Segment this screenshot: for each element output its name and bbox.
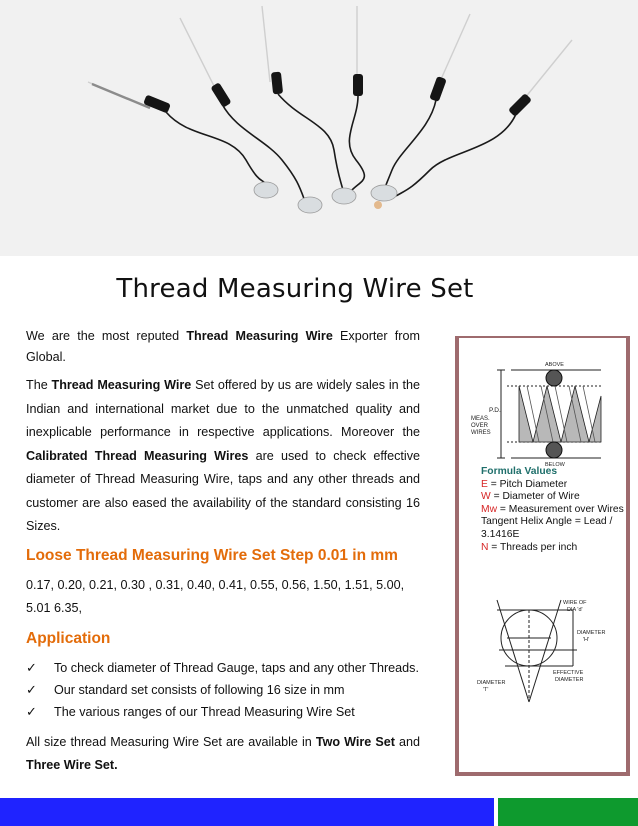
fig-label: DIAMETER xyxy=(555,677,584,683)
check-icon: ✓ xyxy=(26,659,37,675)
formula-var: W xyxy=(481,491,491,503)
formula-line xyxy=(481,491,626,504)
application-heading: Application xyxy=(26,629,111,647)
check-icon: ✓ xyxy=(26,681,37,697)
thread-wire-diagram xyxy=(471,356,615,468)
fig-label: ABOVE xyxy=(545,362,564,368)
intro-bold: Thread Measuring Wire xyxy=(51,378,192,392)
closing-text: All size thread Measuring Wire Set are available in xyxy=(26,734,316,749)
measuring-wires-image xyxy=(0,0,638,256)
intro-text: Set offered by us are widely sales in the Indian and international market due to the unmatched quality and inexplicable performance in respective applications. Moreover the xyxy=(26,378,420,439)
formula-title: Formula Values xyxy=(481,466,558,477)
formula-values xyxy=(481,466,626,554)
formula-text: = Pitch Diameter xyxy=(487,478,568,490)
list-item xyxy=(26,701,420,723)
fig-label: BELOW xyxy=(545,462,565,468)
closing-text: and xyxy=(394,734,420,749)
fig-label: DIA 'd' xyxy=(567,607,583,613)
list-item-text: The various ranges of our Thread Measuring Wire Set xyxy=(54,704,355,719)
formula-line: Tangent Helix Angle = Lead / 3.1416E xyxy=(481,516,613,540)
fig-label: 'T' xyxy=(483,687,489,693)
main-content xyxy=(26,326,420,783)
fig-label: MEAS. xyxy=(471,416,490,422)
fig-label: OVER xyxy=(471,423,489,429)
footer-bar-green xyxy=(498,798,638,826)
fig-label: P.D. xyxy=(489,407,501,414)
fig-label: DIAMETER xyxy=(477,680,506,686)
intro-paragraph-2 xyxy=(26,374,420,539)
list-item xyxy=(26,657,420,679)
intro-bold: Thread Measuring Wire xyxy=(186,329,333,343)
closing-bold: Three Wire Set. xyxy=(26,757,118,772)
footer-bar-blue xyxy=(0,798,494,826)
intro-paragraph-1 xyxy=(26,326,420,368)
list-item-text: To check diameter of Thread Gauge, taps and any other Threads. xyxy=(54,660,419,675)
intro-bold: Calibrated Thread Measuring Wires xyxy=(26,448,249,463)
formula-text: = Diameter of Wire xyxy=(490,491,580,503)
formula-var: N xyxy=(481,541,489,553)
page-title: Thread Measuring Wire Set xyxy=(116,274,474,304)
closing-bold: Two Wire Set xyxy=(315,734,395,749)
formula-text: = Threads per inch xyxy=(488,541,578,553)
fig-label: EFFECTIVE xyxy=(553,670,584,676)
formula-line xyxy=(481,542,626,555)
formula-text: = Measurement over Wires xyxy=(497,503,624,515)
application-list xyxy=(26,657,420,723)
fig-label: WIRE OF xyxy=(563,600,587,606)
size-list: 0.17, 0.20, 0.21, 0.30 , 0.31, 0.40, 0.41, 0.55, 0.56, 1.50, 1.51, 5.00, 5.01 6.35, xyxy=(26,577,405,615)
intro-text: The xyxy=(26,378,52,392)
intro-text: Exporter from Global. xyxy=(26,329,420,364)
loose-wire-heading: Loose Thread Measuring Wire Set Step 0.01 in mm xyxy=(26,546,398,564)
closing-paragraph xyxy=(26,731,420,777)
list-item xyxy=(26,679,420,701)
product-photo xyxy=(0,0,638,256)
formula-line xyxy=(481,479,626,492)
fig-label: DIAMETER xyxy=(577,630,606,636)
formula-sidebar xyxy=(455,336,630,776)
fig-label: 'H' xyxy=(583,637,590,643)
formula-var: E xyxy=(481,478,488,490)
list-item-text: Our standard set consists of following 16 size in mm xyxy=(54,682,345,697)
fig-label: WIRES xyxy=(471,430,491,436)
intro-text: are used to check effective diameter of Thread Measuring Wire, taps and any other threads and customer are also eased the availability of the standard consisting 16 Sizes. xyxy=(26,448,421,533)
formula-var: Mw xyxy=(481,503,498,515)
check-icon: ✓ xyxy=(26,703,37,719)
formula-line xyxy=(481,504,626,517)
effective-diameter-diagram xyxy=(477,598,615,710)
intro-text: We are the most reputed xyxy=(26,329,187,343)
